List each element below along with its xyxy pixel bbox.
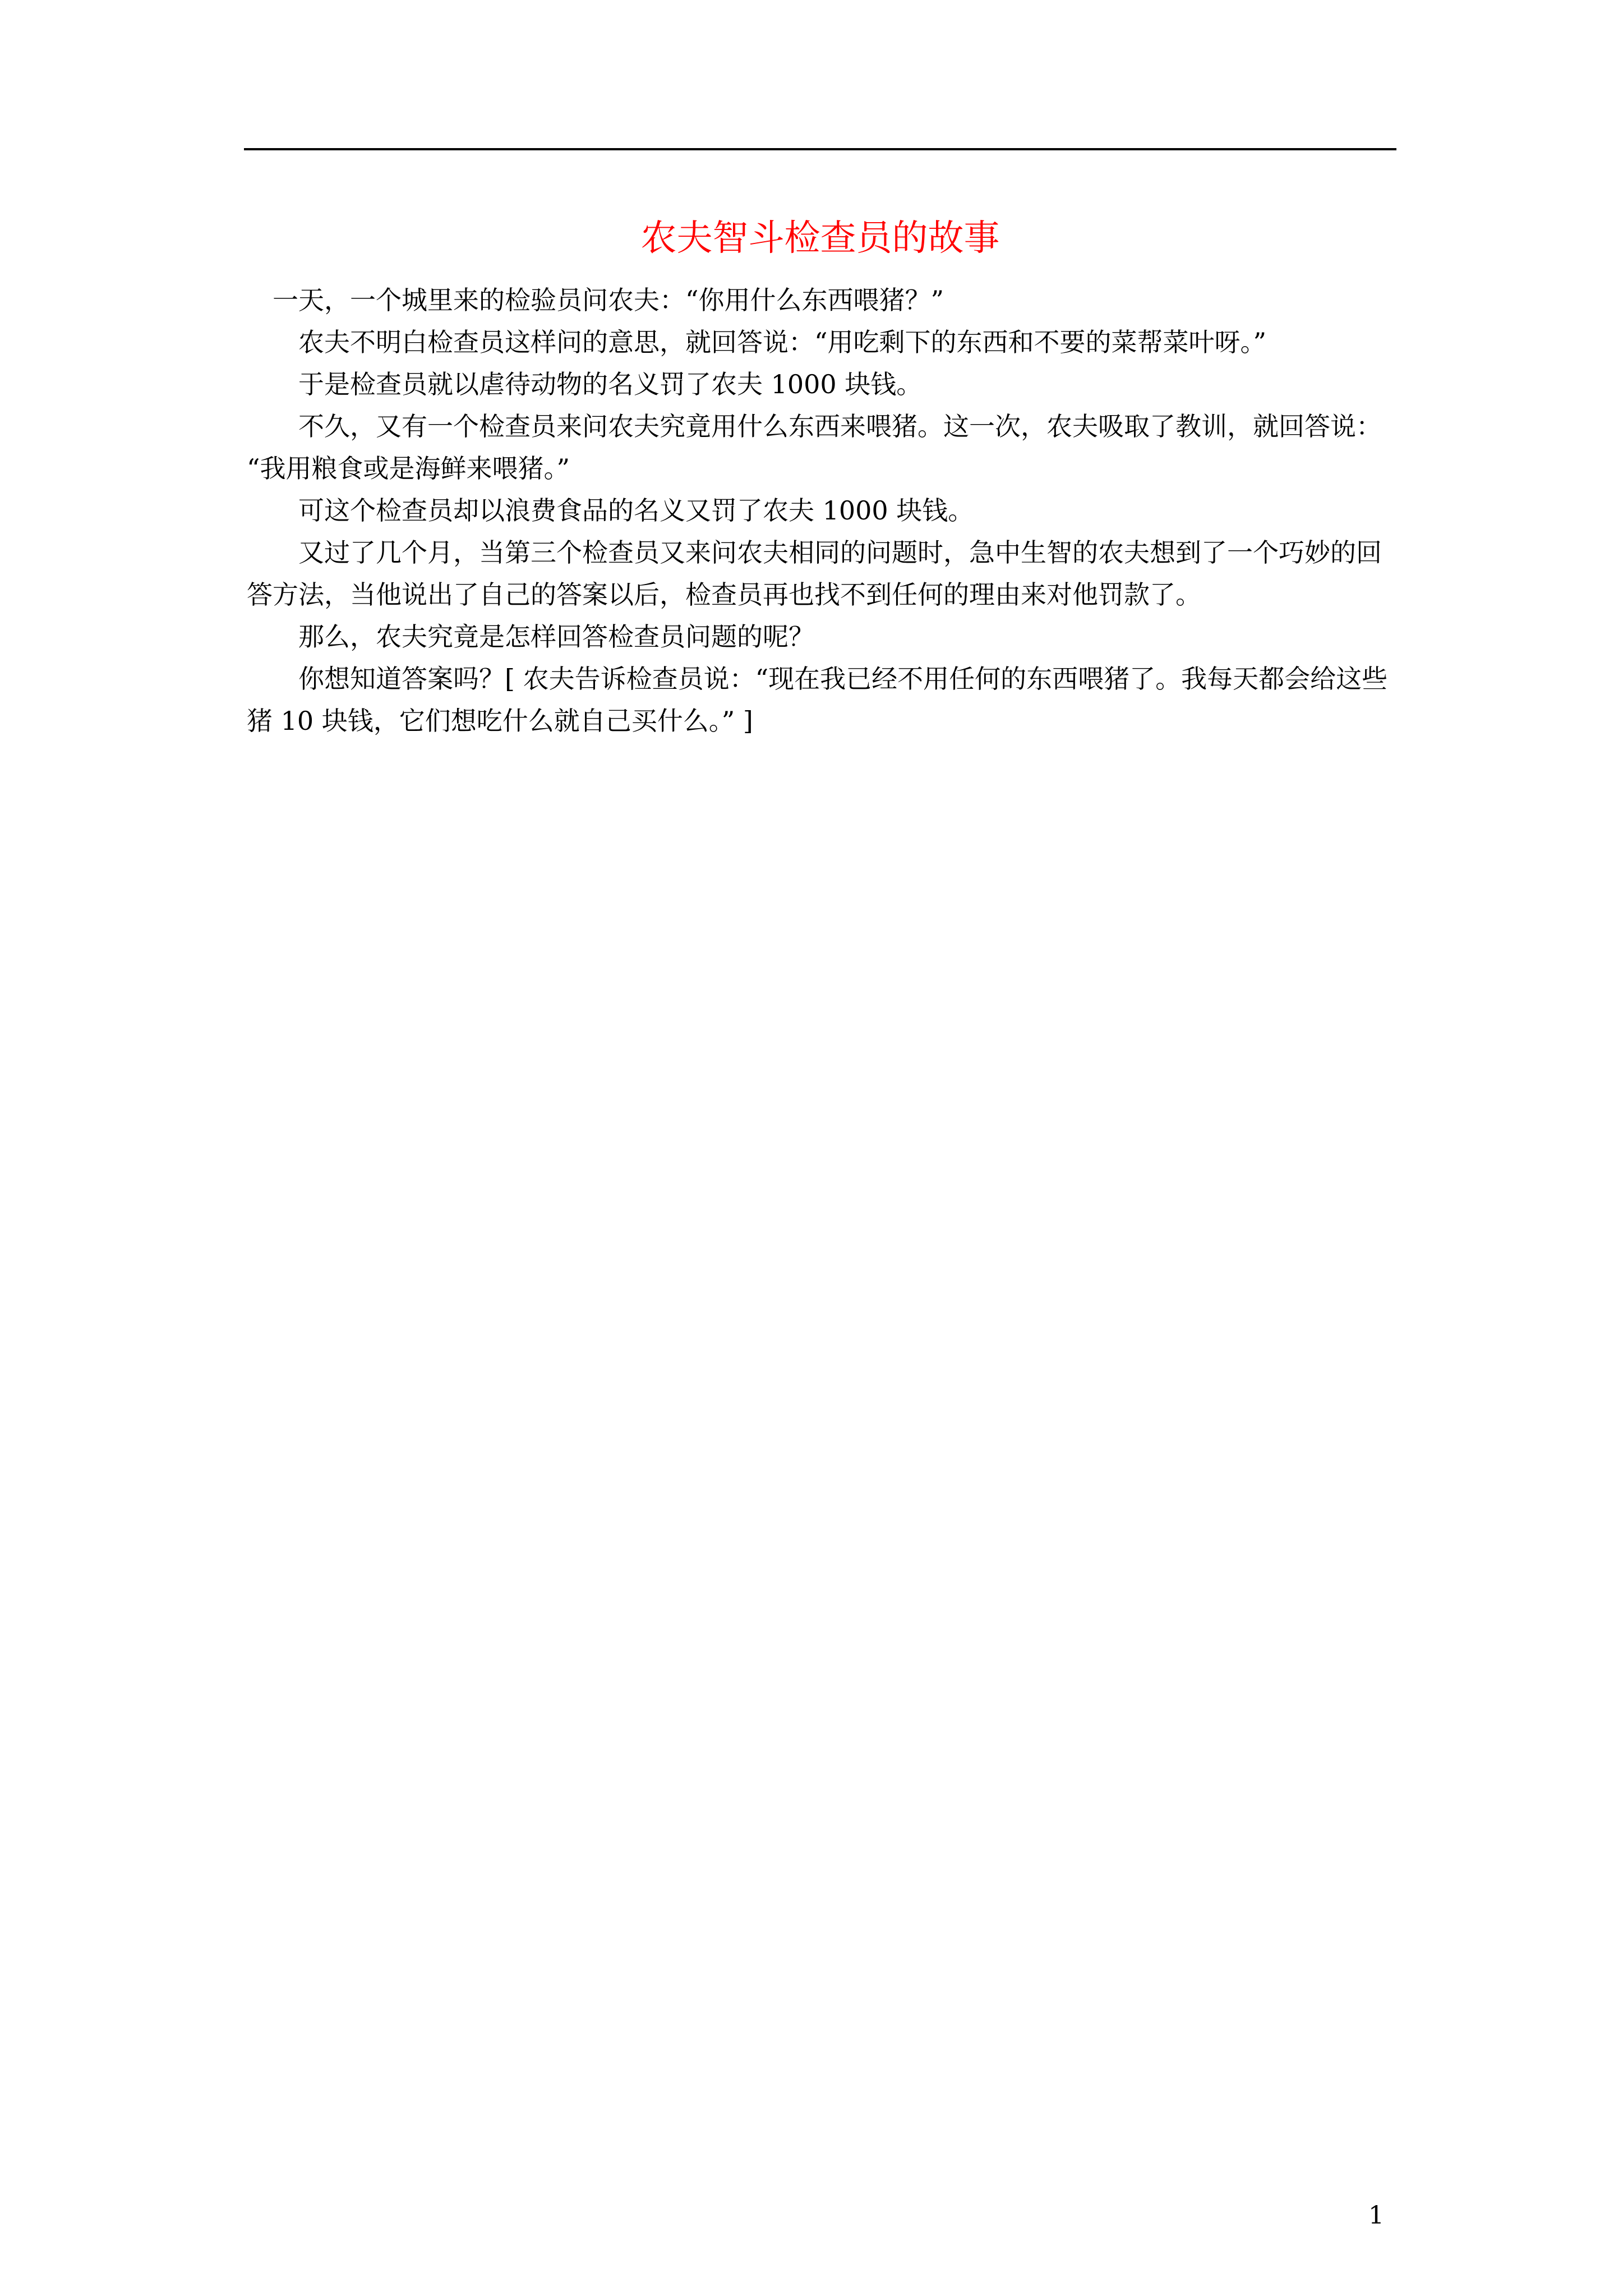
paragraph: 又过了几个月，当第三个检查员又来问农夫相同的问题时，急中生智的农夫想到了一个巧妙的回答方法，当他说出了自己的答案以后，检查员再也找不到任何的理由来对他罚款了。	[247, 537, 1382, 610]
document-title: 农夫智斗检查员的故事	[640, 218, 1000, 259]
page-number: 1	[1368, 2201, 1384, 2230]
paragraph: 不久，又有一个检查员来问农夫究竟用什么东西来喂猪。这一次，农夫吸取了教训，就回答说： “我用粮食或是海鲜来喂猪。”	[247, 411, 1382, 484]
paragraph: 农夫不明白检查员这样问的意思，就回答说：“用吃剩下的东西和不要的菜帮菜叶呀。”	[298, 327, 1267, 357]
paragraph: 于是检查员就以虐待动物的名义罚了农夫 1000 块钱。	[298, 369, 923, 399]
document-body	[247, 279, 1399, 742]
paragraph: 你想知道答案吗？[ 农夫告诉检查员说：“现在我已经不用任何的东西喂猪了。我每天都会给这些猪 10 块钱，它们想吃什么就自己买什么。” ]	[247, 664, 1388, 736]
paragraph: 可这个检查员却以浪费食品的名义又罚了农夫 1000 块钱。	[298, 495, 974, 526]
header-rule	[244, 148, 1396, 150]
paragraph: 那么，农夫究竟是怎样回答检查员问题的呢？	[298, 622, 814, 652]
paragraph: 一天，一个城里来的检验员问农夫：“你用什么东西喂猪？”	[273, 285, 944, 315]
